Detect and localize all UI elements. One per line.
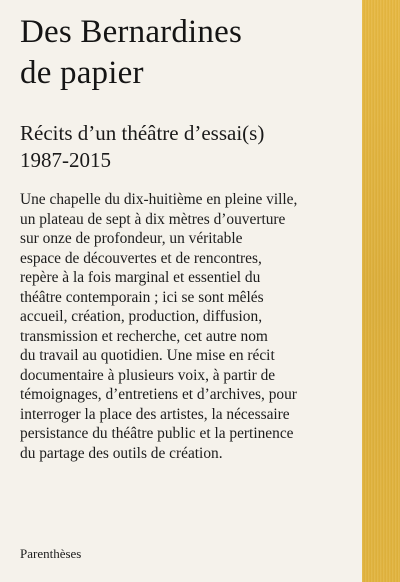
blurb-line: témoignages, d’entretiens et d’archives, pour	[20, 386, 297, 403]
book-blurb	[20, 190, 360, 463]
blurb-line: un plateau de sept à dix mètres d’ouverture	[20, 210, 286, 228]
blurb-line: espace de découvertes et de rencontres,	[20, 249, 262, 267]
blurb-line: sur onze de profondeur, un véritable	[20, 230, 243, 247]
book-subtitle	[20, 120, 350, 174]
blurb-line: théâtre contemporain ; ici se sont mêlés	[20, 288, 264, 306]
title-line-2: de papier	[20, 55, 144, 91]
blurb-line: repère à la fois marginal et essentiel du	[20, 269, 261, 286]
blurb-line: Une chapelle du dix-huitième en pleine ville,	[20, 191, 298, 208]
publisher-name: Parenthèses	[20, 546, 82, 561]
blurb-line: persistance du théâtre public et la pertinence	[20, 425, 294, 442]
blurb-line: du partage des outils de création.	[20, 444, 223, 462]
title-line-1: Des Bernardines	[20, 14, 243, 50]
blurb-line: interroger la place des artistes, la nécessaire	[20, 405, 290, 423]
book-title	[20, 12, 360, 94]
subtitle-line-2: 1987-2015	[20, 148, 111, 172]
subtitle-line-1: Récits d’un théâtre d’essai(s)	[20, 121, 265, 145]
blurb-line: transmission et recherche, cet autre nom	[20, 327, 268, 345]
yellow-spine-band	[362, 0, 400, 582]
blurb-line: du travail au quotidien. Une mise en récit	[20, 347, 275, 364]
blurb-line: accueil, création, production, diffusion,	[20, 308, 263, 325]
blurb-line: documentaire à plusieurs voix, à partir de	[20, 366, 276, 384]
